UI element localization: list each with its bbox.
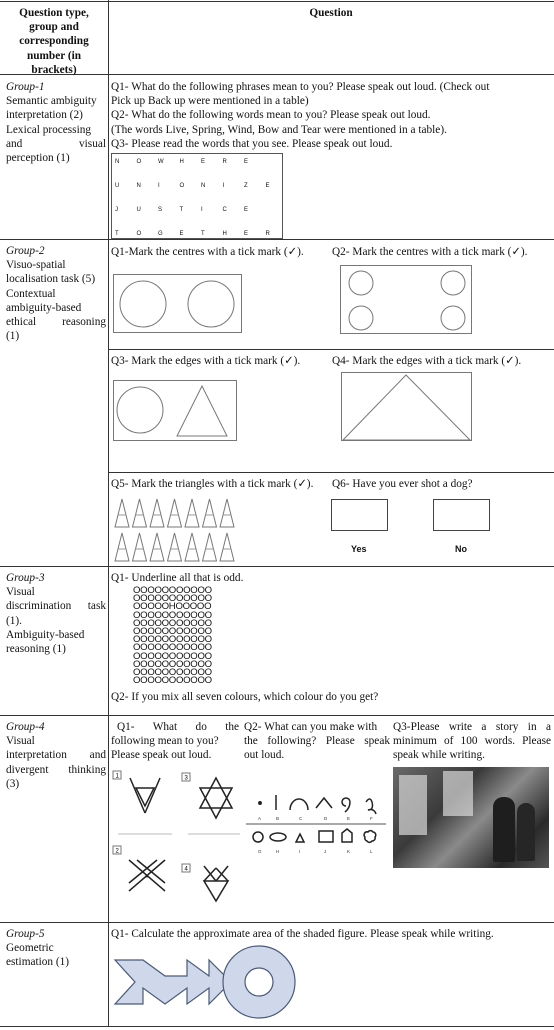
yes-label: Yes [351,544,367,554]
letter-row: OOOOOOOOOOO [133,675,212,687]
figure-circle [441,271,465,295]
grid-letter: Z [244,183,248,189]
grid-letter: T [115,231,119,237]
yes-checkbox[interactable] [331,499,388,531]
desc-line: (3) [6,777,20,790]
group3-description [6,571,106,656]
group-name: Group-5 [6,928,45,940]
q4-figure [341,372,473,442]
group-divider [0,715,554,716]
grid-letter: J [115,207,118,213]
triangle-mark[interactable] [185,533,199,561]
desc-line: reasoning (1) [6,643,66,656]
group-divider [0,239,554,240]
triangle-mark[interactable] [203,499,217,527]
grid-letter: H [222,231,227,237]
figure-circle [349,271,373,295]
no-checkbox[interactable] [433,499,490,531]
question-line: speak while writing. [393,749,485,762]
group-divider [0,566,554,567]
grid-letter: T [201,231,205,237]
question-text: Q3- Please read the words that you see. Please speak out loud. [111,137,393,150]
group5-q1: Q1- Calculate the approximate area of the shaded figure. Please speak while writing. [111,928,494,940]
question-line: minimum of 100 words. Please [393,735,551,748]
grid-letter: I [158,183,160,189]
grid-letter: E [201,159,206,165]
grid-letter: E [244,159,249,165]
letter-grid [133,587,212,685]
shape-circle [253,832,263,842]
header-question: Question [309,7,353,19]
desc-line: Lexical processing [6,123,92,136]
grid-letter: U [136,207,141,213]
question-line: the following? Please speak [244,735,390,748]
group-divider [0,922,554,923]
symbol-stroke [130,778,145,813]
figure-triangle [177,386,227,436]
subrow-rule [108,472,554,473]
shape-pieces [246,792,392,856]
photo-newspapers [399,775,427,835]
desc-line: ethical reasoning [6,316,106,329]
figure-number: 1 [115,773,119,780]
triangle-mark[interactable] [168,499,182,527]
shape-letters [258,816,373,854]
figure-circle [117,387,163,433]
question-line: Please speak out loud. [111,749,212,762]
letter-row: OOOOOOOOOOO [133,585,212,596]
group-name: Group-1 [6,81,45,93]
shape-letter: G [258,849,262,854]
header-line: group and [29,21,79,34]
desc-line: Ambiguity-based [6,628,85,641]
arrow-shape [115,960,231,1004]
grid-letter: E [265,183,270,189]
group2-description [6,244,106,343]
group2-q2: Q2- Mark the centres with a tick mark (✓). [332,246,528,258]
desc-line: Semantic ambiguity [6,95,97,108]
desc-line: localisation task (5) [6,273,96,286]
grid-letter: R [265,231,270,237]
letter-row: OOOOOOOOOOO [133,626,212,638]
triangle-mark[interactable] [185,499,199,527]
question-text: Pick up Back up were mentioned in a table) [111,95,309,108]
group2-q3: Q3- Mark the edges with a tick mark (✓). [111,355,301,367]
header-line: brackets) [31,63,77,76]
triangles-figure [113,497,237,563]
shape-letter: H [276,849,280,854]
figure-rectangle [341,266,472,334]
group-name: Group-2 [6,245,45,257]
desc-line: Contextual [6,287,56,300]
q2-figure [340,265,473,335]
letter-row: OOOOOOOOOOO [133,667,212,679]
symbol-stroke [145,778,160,813]
q3-figure [113,380,238,442]
question-text: Q2- What do the following words mean to you? Please speak out loud. [111,109,431,122]
shape-letter: E [347,816,351,821]
grid-letter: R [222,159,227,165]
question-text: Q1- What do the following phrases mean to you? Please speak out loud. (Check out [111,81,490,93]
shape-letter: K [347,849,351,854]
triangle-mark[interactable] [220,499,234,527]
header-question-type [0,6,108,77]
desc-line: interpretation and [6,749,106,762]
table-top-rule [0,1,554,2]
grid-letter: O [136,159,142,165]
shape-chevron [316,798,332,808]
shape-letter: C [299,816,303,821]
desc-line: Visual [6,735,35,748]
figure-rectangle [342,373,472,441]
desc-line: interpretation (2) [6,109,83,122]
letter-row: OOOOOHOOOOO [133,601,212,613]
triangle-mark[interactable] [203,533,217,561]
group2-q4: Q4- Mark the edges with a tick mark (✓). [332,355,522,367]
letter-row: OOOOOOOOOOO [133,593,212,605]
shaded-figure [113,942,303,1022]
star-triangle [200,788,232,818]
group-name: Group-3 [6,572,45,584]
desc-line: and visual [6,137,106,150]
shape-letter: J [324,849,327,854]
grid-letter: C [222,207,227,213]
grid-letter: N [201,183,206,189]
figure-circle [349,306,373,330]
figure-number: 4 [184,866,188,873]
inner-circle [245,968,273,996]
shape-letter: D [324,816,328,821]
triangle-mark[interactable] [150,499,164,527]
grid-letter: I [222,183,225,189]
header-line: corresponding [19,35,89,48]
group4-q2 [244,720,390,763]
triangles-grid [115,499,234,561]
grid-letter: N [115,159,120,165]
group2-q6: Q6- Have you ever shot a dog? [332,478,473,490]
symbol-figures [112,768,242,908]
triangle-mark[interactable] [168,533,182,561]
letter-row: OOOOOOOOOOO [133,650,212,662]
group3-q2: Q2- If you mix all seven colours, which colour do you get? [111,691,379,703]
table-bottom-rule [0,1026,554,1027]
grid-letter: U [115,183,120,189]
desc-line: divergent thinking [6,763,106,776]
shape-letter: L [370,849,373,854]
symbol-triangle [204,881,228,901]
header-line: Question type, [19,7,89,19]
triangle-mark[interactable] [150,533,164,561]
grid-letter: S [158,207,163,213]
desc-line: Visual [6,586,35,599]
desc-line: (1) [6,330,20,343]
grid-letter: H [179,159,184,165]
shape-letter: B [276,816,280,821]
shape-ellipse [270,833,286,841]
shape-triangle [296,834,304,842]
grid-letter: E [244,207,249,213]
triangle-mark[interactable] [115,533,129,561]
desc-line: (1). [6,614,22,627]
desc-line: discrimination task [6,600,106,613]
group1-questions [111,80,551,151]
group2-q5: Q5- Mark the triangles with a tick mark (✓). [111,478,314,490]
letter-row: OOOOOOOOOOO [133,634,212,646]
question-line: Q1- What do the [117,721,239,733]
shape-arc [290,799,308,810]
q1-figure [113,274,243,334]
photo-person [493,797,515,862]
grid-letter: T [179,207,184,213]
question-line: Q2- What can you make with [244,721,378,733]
grid-letter: O [136,231,142,237]
figure-circle [120,281,166,327]
shape-spiral [342,798,350,812]
question-text: (The words Live, Spring, Wind, Bow and Tear were mentioned in a table). [111,123,447,136]
group3-q1: Q1- Underline all that is odd. [111,572,244,584]
grid-letter: W [158,159,164,165]
grid-letter: I [201,207,203,213]
grid-letter: G [158,231,163,237]
street-photo [393,767,549,868]
star-triangle [200,778,232,808]
letter-row: OOOOOOOOOOO [133,642,212,654]
figure-circle [188,281,234,327]
figure-circle [441,306,465,330]
desc-line: Geometric [6,942,54,955]
grid-letter: E [244,231,249,237]
subrow-rule [108,349,554,350]
group1-description [6,80,106,165]
group2-q1: Q1-Mark the centres with a tick mark (✓). [111,246,304,258]
photo-newspapers [443,771,473,816]
shape-letter: A [258,816,262,821]
figure-number: 3 [184,775,188,782]
question-line: out loud. [244,749,285,762]
desc-line: perception (1) [6,152,70,165]
grid-letter: O [179,183,185,189]
group4-q1 [111,720,239,763]
figure-number: 2 [115,848,119,855]
letter-row: OOOOOOOOOOO [133,609,212,621]
triangle-mark[interactable] [115,499,129,527]
group5-description [6,927,106,970]
no-label: No [455,544,467,554]
word-grid [111,153,283,239]
dot [146,875,149,878]
question-line: Q3-Please write a story in a [393,721,551,733]
column-divider [108,0,109,1026]
desc-line: Visuo-spatial [6,259,66,272]
question-line: following mean to you? [111,735,219,748]
header-line: number (in [26,49,82,62]
shape-cloud [364,831,376,843]
shape-curl [366,799,376,814]
desc-line: estimation (1) [6,956,70,969]
shape-pentagon [342,829,352,842]
group-name: Group-4 [6,721,45,733]
shape-dot [259,802,261,804]
letter-row: OOOOOOOOOOO [133,617,212,629]
photo-person [517,803,535,861]
figure-triangle [343,375,470,440]
shape-letter: F [370,816,373,821]
desc-line: ambiguity-based [6,301,82,314]
shape-letter: I [299,849,301,854]
grid-letter: N [136,183,141,189]
letter-row: OOOOOOOOOOO [133,658,212,670]
grid-letter: E [179,231,184,237]
triangle-mark[interactable] [133,499,147,527]
triangle-mark[interactable] [220,533,234,561]
group4-description [6,720,106,791]
triangle-mark[interactable] [133,533,147,561]
group4-q3 [393,720,551,763]
shape-rectangle [319,831,333,842]
